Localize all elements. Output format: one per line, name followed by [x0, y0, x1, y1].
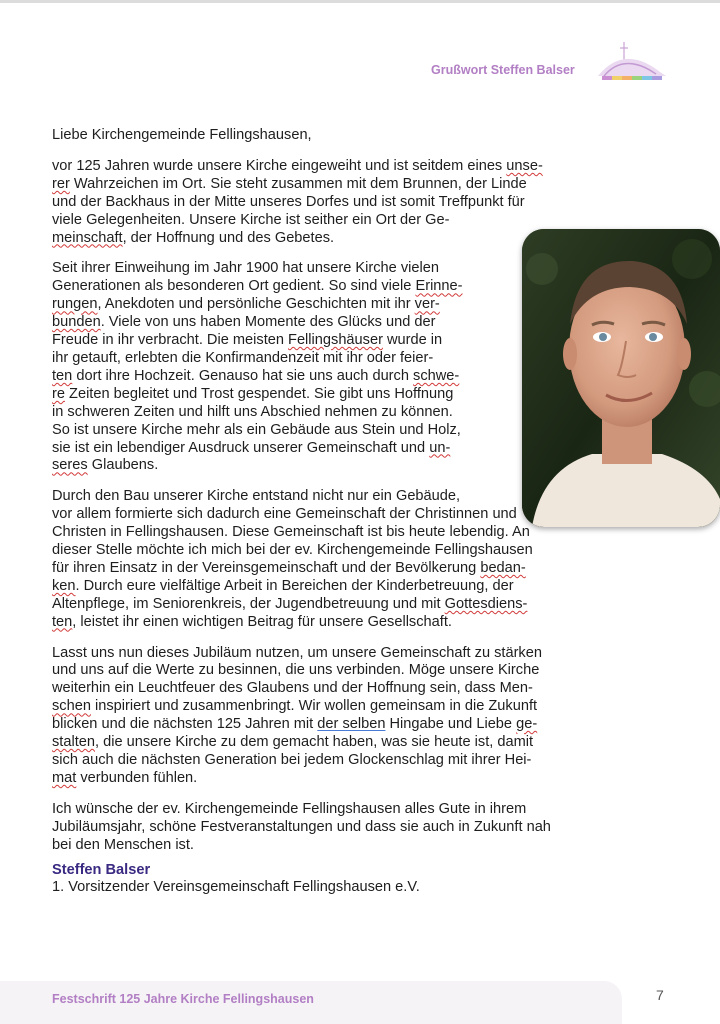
text-line	[52, 770, 612, 788]
text-run: mat	[52, 769, 77, 786]
header-title: Grußwort Steffen Balser	[431, 63, 575, 77]
text-run: sie ist ein lebendiger Ausdruck unserer Gemeinschaft und	[52, 439, 430, 456]
salutation: Liebe Kirchengemeinde Fellingshausen,	[52, 127, 312, 143]
text-run: vor allem formierte sich dadurch eine Gemeinschaft der Christinnen und	[52, 506, 517, 523]
text-run: inspiriert und zusammenbringt. Wir wollen gemeinsam in die Zukunft	[90, 698, 538, 715]
text-run: Fellingshäuser	[288, 332, 383, 349]
text-run: für ihren Einsatz in der Vereinsgemeinschaft und der Bevölkerung	[52, 559, 481, 576]
text-line	[52, 578, 612, 596]
paragraph-5	[52, 801, 612, 855]
text-run: Lasst uns nun dieses Jubiläum nutzen, um unsere Gemeinschaft zu stärken	[52, 644, 542, 661]
text-run: un-	[429, 439, 451, 456]
text-run: blicken und die nächsten 125 Jahren mit	[52, 716, 318, 733]
text-run: Wahrzeichen im Ort. Sie steht zusammen mit dem Brunnen, der Linde	[69, 175, 527, 192]
signature-role: 1. Vorsitzender Vereinsgemeinschaft Fellingshausen e.V.	[52, 879, 420, 896]
text-run: Generationen als besonderen Ort gedient. So sind viele	[52, 278, 416, 295]
text-line	[52, 645, 612, 663]
text-run: Erinne-	[415, 278, 463, 295]
text-run: schwe-	[413, 367, 460, 384]
text-line	[52, 819, 612, 837]
text-run: in schweren Zeiten und hilft uns Abschied nehmen zu können.	[52, 403, 453, 420]
text-run: ge-	[516, 716, 538, 733]
page-number: 7	[656, 987, 664, 1003]
text-run: ten	[52, 613, 73, 630]
text-line	[52, 698, 612, 716]
text-run: Glaubens.	[87, 457, 159, 474]
text-run: Freude in ihr verbracht. Die meisten	[52, 332, 289, 349]
text-run: schen	[52, 698, 91, 715]
text-run: und uns auf die Werte zu besinnen, die uns verbinden. Möge unsere Kirche	[52, 662, 540, 679]
text-line	[52, 596, 612, 614]
text-run: dieser Stelle möchte ich mich bei der ev. Kirchengemeinde Fellingshausen	[52, 542, 533, 559]
text-run: rer	[52, 175, 70, 192]
text-run: re	[52, 385, 65, 402]
text-line	[52, 752, 612, 770]
text-run: unse-	[506, 157, 543, 174]
text-line	[52, 560, 612, 578]
text-run: Christen in Fellingshausen. Diese Gemeinschaft ist bis heute lebendig. An	[52, 524, 530, 541]
text-line	[52, 614, 612, 632]
text-line	[52, 662, 612, 680]
text-run: Jubiläumsjahr, schöne Festveranstaltungen und dass sie auch in Zukunft nah	[52, 818, 551, 835]
text-line	[52, 680, 612, 698]
text-run: , Anekdoten und persönliche Geschichten mit ihr	[97, 296, 415, 313]
text-run: Seit ihrer Einweihung im Jahr 1900 hat unsere Kirche vielen	[52, 260, 439, 277]
text-line	[52, 837, 612, 855]
text-line	[52, 176, 612, 194]
paragraph-4	[52, 645, 612, 788]
text-run: stalten	[52, 734, 95, 751]
text-run: Hingabe und Liebe	[385, 716, 517, 733]
text-run: bunden	[52, 314, 101, 331]
footer-title: Festschrift 125 Jahre Kirche Fellingshausen	[52, 992, 314, 1006]
signature-name: Steffen Balser	[52, 861, 151, 878]
text-run: sich auch die nächsten Generation bei jedem Glockenschlag mit ihrer Hei-	[52, 752, 532, 768]
text-run: bei den Menschen ist.	[52, 836, 194, 853]
church-roof-logo-icon	[594, 38, 674, 88]
text-run: und der Backhaus in der Mitte unseres Dorfes und ist somit Treffpunkt für	[52, 193, 525, 210]
text-run: Gottesdiens-	[444, 595, 528, 612]
text-line	[52, 158, 612, 176]
text-line	[52, 524, 612, 542]
text-line	[52, 542, 612, 560]
text-run: dort ihre Hochzeit. Genauso hat sie uns auch durch	[72, 367, 414, 384]
text-run: Altenpflege, im Seniorenkreis, der Jugendbetreuung und mit	[52, 595, 445, 612]
text-run: rungen	[52, 296, 98, 313]
text-run: bedan-	[480, 559, 526, 576]
text-line	[52, 734, 612, 752]
text-run: der selben	[317, 716, 386, 733]
text-run: viele Gelegenheiten. Unsere Kirche ist seither ein Ort der Ge-	[52, 211, 450, 228]
text-run: , der Hoffnung und des Gebetes.	[122, 229, 335, 246]
text-run: weiterhin ein Leuchtfeuer des Glaubens und der Hoffnung sein, dass Men-	[52, 680, 533, 697]
text-run: So ist unsere Kirche mehr als ein Gebäude aus Stein und Holz,	[52, 421, 461, 438]
portrait-photo	[522, 229, 720, 527]
text-run: Durch den Bau unserer Kirche entstand nicht nur ein Gebäude,	[52, 488, 461, 505]
text-run: , leistet ihr einen wichtigen Beitrag für unsere Gesellschaft.	[72, 613, 452, 630]
text-run: ver-	[414, 296, 440, 313]
text-run: verbunden fühlen.	[76, 769, 198, 786]
top-rule	[0, 0, 720, 3]
text-run: ken	[52, 577, 76, 594]
text-line	[52, 194, 612, 212]
text-run: ihr getauft, erlebten die Konfirmandenzeit mit ihr oder feier-	[52, 349, 434, 366]
text-run: seres	[52, 457, 88, 474]
text-run: vor 125 Jahren wurde unsere Kirche eingeweiht und ist seitdem eines	[52, 157, 507, 174]
text-run: ten	[52, 367, 73, 384]
text-run: meinschaft	[52, 229, 123, 246]
text-run: wurde in	[382, 332, 443, 349]
text-line	[52, 716, 612, 734]
text-run: . Viele von uns haben Momente des Glücks und der	[100, 314, 436, 331]
text-run: Ich wünsche der ev. Kirchengemeinde Fellingshausen alles Gute in ihrem	[52, 800, 527, 817]
text-run: . Durch eure vielfältige Arbeit in Bereichen der Kinderbetreuung, der	[75, 577, 514, 594]
text-line	[52, 212, 612, 230]
text-run: Zeiten begleitet und Trost gespendet. Sie gibt uns Hoffnung	[64, 385, 454, 402]
text-line	[52, 801, 612, 819]
text-run: , die unsere Kirche zu dem gemacht haben, was sie heute ist, damit	[95, 734, 534, 751]
